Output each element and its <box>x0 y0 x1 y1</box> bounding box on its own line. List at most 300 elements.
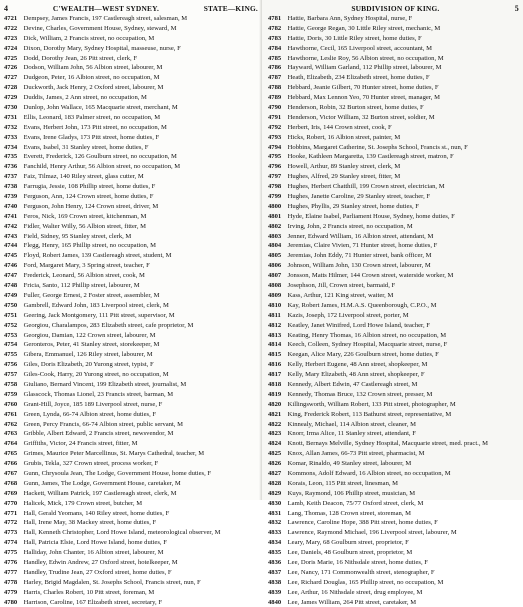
voter-details: Jeremias, John Eddy, 71 Hunter street, bank officer, M <box>287 252 432 260</box>
voter-number: 4754 <box>4 341 18 349</box>
voter-details: Feros, Nick, 169 Crown street, kitchenman, M <box>23 212 147 220</box>
roll-entry <box>4 123 258 133</box>
voter-number: 4733 <box>4 133 18 141</box>
running-head-electorate: C'WEALTH—WEST SYDNEY. <box>52 4 160 13</box>
roll-entry <box>4 222 258 232</box>
voter-number: 4723 <box>4 34 18 42</box>
roll-entry <box>268 54 519 64</box>
voter-number: 4729 <box>4 94 18 102</box>
voter-details: Howell, Arthur, 89 Stanley street, clerk, M <box>287 163 401 171</box>
voter-details: Hackett, William Patrick, 197 Castlereagh street, clerk, M <box>23 489 177 497</box>
roll-entry <box>268 212 519 222</box>
roll-entry <box>268 162 519 172</box>
voter-number: 4820 <box>268 400 282 408</box>
voter-details: Devine, Charles, Government House, Sydney, steward, M <box>23 24 177 32</box>
roll-entry <box>268 489 519 499</box>
voter-details: Dudgeon, Peter, 16 Albion street, no occupation, M <box>23 74 160 82</box>
roll-entry <box>268 390 519 400</box>
voter-details: Hattie, George Regan, 30 Little Riley street, mechanic, M <box>287 24 441 32</box>
roll-entry <box>268 429 519 439</box>
voter-number: 4816 <box>268 361 282 369</box>
voter-number: 4778 <box>4 578 18 586</box>
roll-entry <box>4 449 258 459</box>
voter-number: 4802 <box>268 222 282 230</box>
roll-entry <box>4 410 258 420</box>
roll-entry <box>268 93 519 103</box>
voter-number: 4727 <box>4 74 18 82</box>
roll-entry <box>268 410 519 420</box>
voter-details: Johnson, William John, 130 Crown street, labourer, M <box>287 262 431 270</box>
roll-entry <box>268 311 519 321</box>
voter-number: 4821 <box>268 410 282 418</box>
voter-number: 4745 <box>4 252 18 260</box>
voter-details: Henderson, Robin, 32 Burton street, home duties, F <box>287 104 424 112</box>
voter-number: 4775 <box>4 549 18 557</box>
voter-number: 4790 <box>268 104 282 112</box>
voter-number: 4776 <box>4 558 18 566</box>
voter-number: 4780 <box>4 598 18 606</box>
voter-details: Hicks, Robert, 16 Albion street, painter, M <box>287 133 401 141</box>
voter-details: Grant-Hill, Joyce, 185 189 Liverpool street, nurse, F <box>23 400 163 408</box>
roll-entry <box>4 212 258 222</box>
voter-number: 4833 <box>268 529 282 537</box>
voter-details: Hobbins, Margaret Catherine, St. Josephs School, Francis st., nun, F <box>287 143 468 151</box>
voter-details: Giuliano, Bernard Vincent, 199 Elizabeth street, journalist, M <box>23 380 187 388</box>
running-head-state: STATE—KING. <box>203 4 258 13</box>
roll-entry <box>268 548 519 558</box>
roll-entry <box>268 281 519 291</box>
voter-number: 4807 <box>268 272 282 280</box>
roll-entry <box>268 73 519 83</box>
voter-details: Farrugia, Jessie, 108 Phillip street, home duties, F <box>23 183 156 191</box>
voter-details: Hebbard, Max Lennon Yeo, 70 Hunter street, manager, M <box>287 94 440 102</box>
voter-details: Kelly, Mary Elizabeth, 48 Ann street, shopkeeper, F <box>287 371 425 379</box>
voter-number: 4813 <box>268 331 282 339</box>
roll-entry <box>268 558 519 568</box>
voter-details: Gunn, Chrysoula Jean, The Lodge, Government House, home duties, F <box>23 469 212 477</box>
voter-number: 4801 <box>268 212 282 220</box>
voter-number: 4721 <box>4 15 18 22</box>
voter-number: 4784 <box>268 44 282 52</box>
voter-details: Hattie, Barbara Ann, Sydney Hospital, nurse, F <box>287 15 413 22</box>
voter-details: Gunn, James, The Lodge, Government House, caretaker, M <box>23 479 181 487</box>
roll-entry <box>4 232 258 242</box>
roll-entry <box>4 420 258 430</box>
voter-details: Lee, Arthur, 16 Nithsdale street, drug employee, M <box>287 588 423 596</box>
voter-details: Hawthorne, Cecil, 165 Liverpool street, accountant, M <box>287 44 432 52</box>
roll-entry <box>268 479 519 489</box>
voter-number: 4827 <box>268 469 282 477</box>
voter-details: Ford, Margaret Mary, 3 Spring street, teacher, F <box>23 262 150 270</box>
voter-details: Fidler, Walter Willy, 56 Albion street, fitter, M <box>23 222 147 230</box>
roll-entry <box>4 251 258 261</box>
voter-details: Kuys, Raymond, 106 Phillip street, musician, M <box>287 489 416 497</box>
voter-number: 4805 <box>268 252 282 260</box>
voter-number: 4753 <box>4 331 18 339</box>
voter-details: Gribble, Albert Edward, 2 Francis street, newsvendor, M <box>23 430 174 438</box>
voter-number: 4766 <box>4 460 18 468</box>
roll-entry <box>4 370 258 380</box>
voter-number: 4739 <box>4 193 18 201</box>
voter-details: Harris, Charles Robert, 10 Pitt street, foreman, M <box>23 588 155 596</box>
voter-number: 4724 <box>4 44 18 52</box>
voter-details: Korais, Leon, 115 Pitt street, linesman, M <box>287 479 399 487</box>
voter-number: 4749 <box>4 291 18 299</box>
voter-details: Ellis, Leonard, 183 Palmer street, no occupation, M <box>23 113 161 121</box>
roll-entry <box>4 113 258 123</box>
voter-details: Hooke, Kathleen Margaretta, 139 Castlereagh street, matron, F <box>287 153 454 161</box>
voter-details: Giles-Cook, Harry, 20 Yurong street, no occupation, M <box>23 371 169 379</box>
voter-details: Kennedy, Albert Edwin, 47 Castlereagh street, M <box>287 380 418 388</box>
voter-details: Hawthorne, Leslie Roy, 56 Albion street, no occupation, M <box>287 54 444 62</box>
roll-entry <box>4 202 258 212</box>
voter-details: Hughes, Herbert Chatthill, 199 Crown street, electrician, M <box>287 183 445 191</box>
voter-details: Kazis, Joseph, 172 Liverpool street, porter, M <box>287 311 409 319</box>
roll-entry <box>268 24 519 34</box>
voter-number: 4769 <box>4 489 18 497</box>
voter-number: 4740 <box>4 202 18 210</box>
roll-entry <box>4 103 258 113</box>
roll-entry <box>4 301 258 311</box>
roll-entry <box>268 182 519 192</box>
voter-details: King, Frederick Robert, 113 Bathurst street, representative, M <box>287 410 452 418</box>
voter-details: Henderson, Victor William, 32 Burton street, soldier, M <box>287 113 435 121</box>
roll-entry <box>268 83 519 93</box>
roll-entry <box>4 261 258 271</box>
voter-details: Green, Percy Francis, 66-74 Albion street, public servant, M <box>23 420 183 428</box>
voter-number: 4782 <box>268 24 282 32</box>
roll-entry <box>4 518 258 528</box>
voter-details: Keech, Colleen, Sydney Hospital, Macquarie street, nurse, F <box>287 341 448 349</box>
voter-number: 4829 <box>268 489 282 497</box>
voter-number: 4752 <box>4 321 18 329</box>
voter-details: Glasscock, Thomas Lionel, 23 Francis street, barman, M <box>23 390 174 398</box>
roll-entry <box>4 311 258 321</box>
voter-details: Lawrence, Raymond Michael, 196 Liverpool street, labourer, M <box>287 529 457 537</box>
voter-details: Hughes, Phyllis, 29 Stanley street, home duties, F <box>287 202 419 210</box>
roll-entry <box>4 63 258 73</box>
roll-entry <box>4 509 258 519</box>
roll-entry <box>4 133 258 143</box>
voter-details: Leary, Mary, 68 Goulburn street, proprietor, F <box>287 539 409 547</box>
voter-details: Geronteros, Peter, 41 Stanley street, storekeeper, M <box>23 341 160 349</box>
roll-entry <box>4 429 258 439</box>
roll-entry <box>268 202 519 212</box>
roll-entry <box>268 518 519 528</box>
voter-number: 4839 <box>268 588 282 596</box>
voter-number: 4738 <box>4 183 18 191</box>
roll-entry <box>268 133 519 143</box>
voter-number: 4761 <box>4 410 18 418</box>
roll-entry <box>4 291 258 301</box>
roll-entry <box>268 350 519 360</box>
voter-details: Kay, Robert James, H.M.A.S. Queenborough, C.P.O., M <box>287 301 437 309</box>
roll-entry <box>4 281 258 291</box>
roll-entry <box>268 598 519 607</box>
voter-number: 4837 <box>268 568 282 576</box>
roll-entry <box>268 103 519 113</box>
voter-number: 4755 <box>4 351 18 359</box>
roll-entry <box>268 528 519 538</box>
voter-number: 4787 <box>268 74 282 82</box>
voter-number: 4750 <box>4 301 18 309</box>
voter-number: 4734 <box>4 143 18 151</box>
voter-details: Duckworth, Jack Henry, 2 Oxford street, labourer, M <box>23 84 164 92</box>
voter-number: 4773 <box>4 529 18 537</box>
voter-details: Dixon, Dorothy Mary, Sydney Hospital, masseuse, nurse, F <box>23 44 181 52</box>
roll-entry <box>4 241 258 251</box>
voter-number: 4731 <box>4 113 18 121</box>
electoral-roll-list <box>4 14 258 607</box>
voter-number: 4748 <box>4 282 18 290</box>
voter-details: Hattie, Doris, 30 Little Riley street, home duties, F <box>287 34 422 42</box>
voter-details: Frederick, Leonard, 56 Albion street, cook, M <box>23 272 145 280</box>
voter-number: 4770 <box>4 499 18 507</box>
voter-details: Ferguson, John Henry, 124 Crown street, driver, M <box>23 202 159 210</box>
roll-entry <box>268 459 519 469</box>
voter-number: 4803 <box>268 232 282 240</box>
voter-number: 4810 <box>268 301 282 309</box>
voter-details: Hebbard, Jeanie Gilbert, 70 Hunter street, home duties, F <box>287 84 439 92</box>
voter-details: Hayward, William Garland, 112 Phillip street, labourer, M <box>287 64 442 72</box>
roll-entry <box>268 321 519 331</box>
voter-number: 4779 <box>4 588 18 596</box>
roll-entry <box>268 568 519 578</box>
voter-number: 4767 <box>4 469 18 477</box>
roll-entry <box>268 143 519 153</box>
voter-number: 4832 <box>268 519 282 527</box>
roll-entry <box>268 271 519 281</box>
voter-number: 4786 <box>268 64 282 72</box>
voter-number: 4737 <box>4 173 18 181</box>
voter-details: Jenner, Edward William, 16 Albion street, attendant, M <box>287 232 434 240</box>
voter-number: 4818 <box>268 380 282 388</box>
voter-number: 4726 <box>4 64 18 72</box>
voter-number: 4809 <box>268 291 282 299</box>
voter-number: 4741 <box>4 212 18 220</box>
voter-details: Gambrell, Edward John, 183 Liverpool street, clerk, M <box>23 301 169 309</box>
page-number: 4 <box>4 4 9 13</box>
voter-details: Keating, Henry Thomas, 16 Albion street, no occupation, M <box>287 331 447 339</box>
roll-entry <box>4 568 258 578</box>
roll-entry <box>268 301 519 311</box>
roll-entry <box>4 182 258 192</box>
voter-number: 4792 <box>268 123 282 131</box>
voter-details: Komar, Rinaldo, 49 Stanley street, labourer, M <box>287 460 412 468</box>
roll-entry <box>268 192 519 202</box>
roll-entry <box>268 232 519 242</box>
roll-entry <box>268 509 519 519</box>
roll-entry <box>4 152 258 162</box>
left-page-header <box>4 3 258 14</box>
roll-entry <box>4 588 258 598</box>
voter-details: Evans, Isabel, 31 Stanley street, home duties, F <box>23 143 149 151</box>
voter-number: 4812 <box>268 321 282 329</box>
voter-details: Heath, Elizabeth, 234 Elizabeth street, home duties, F <box>287 74 430 82</box>
voter-details: Kass, Arthur, 121 King street, waiter, M <box>287 291 394 299</box>
voter-details: Halliday, John Chanter, 16 Albion street, labourer, M <box>23 549 164 557</box>
voter-details: Hall, Irene May, 38 Mackey street, home duties, F <box>23 519 157 527</box>
voter-number: 4815 <box>268 351 282 359</box>
voter-number: 4800 <box>268 202 282 210</box>
voter-number: 4757 <box>4 371 18 379</box>
roll-entry <box>4 558 258 568</box>
roll-entry <box>268 222 519 232</box>
voter-number: 4722 <box>4 24 18 32</box>
roll-entry <box>4 73 258 83</box>
voter-number: 4819 <box>268 390 282 398</box>
roll-entry <box>268 578 519 588</box>
voter-number: 4768 <box>4 479 18 487</box>
voter-details: Hughes, Alfred, 29 Stanley street, fitter, M <box>287 173 401 181</box>
voter-details: Harrison, Caroline, 167 Elizabeth street, secretary, F <box>23 598 163 606</box>
roll-entry <box>4 439 258 449</box>
voter-details: Fuller, George Ernest, 2 Foster street, assembler, M <box>23 291 160 299</box>
voter-details: Hall, Gerald Yeomans, 140 Riley street, home duties, F <box>23 509 170 517</box>
voter-details: Jonsson, Matts Hilmer, 144 Crown street, waterside worker, M <box>287 272 454 280</box>
voter-number: 4777 <box>4 568 18 576</box>
roll-entry <box>4 83 258 93</box>
voter-details: Lamb, Keith Deacon, 75/77 Oxford street, clerk, M <box>287 499 424 507</box>
roll-entry <box>4 331 258 341</box>
voter-details: Handley, Trudine Jean, 27 Oxford street, home duties, F <box>23 568 172 576</box>
voter-number: 4759 <box>4 390 18 398</box>
voter-details: Georgiou, Damian, 122 Crown street, labourer, M <box>23 331 156 339</box>
voter-number: 4736 <box>4 163 18 171</box>
roll-entry <box>4 390 258 400</box>
voter-number: 4831 <box>268 509 282 517</box>
voter-details: Everett, Frederick, 126 Goulburn street, no occupation, M <box>23 153 177 161</box>
voter-details: Keegan, Alice Mary, 226 Goulburn street, home duties, F <box>287 351 439 359</box>
roll-entry <box>268 44 519 54</box>
roll-entry <box>4 143 258 153</box>
roll-entry <box>268 34 519 44</box>
voter-number: 4822 <box>268 420 282 428</box>
roll-entry <box>4 479 258 489</box>
voter-number: 4756 <box>4 361 18 369</box>
running-head-subdivision: SUBDIVISION OF KING. <box>351 4 440 13</box>
voter-number: 4834 <box>268 539 282 547</box>
voter-details: Knorr, Irma Alice, 11 Stanley street, attendant, F <box>287 430 416 438</box>
voter-number: 4825 <box>268 450 282 458</box>
voter-details: Fanchild, Henry Arthur, 56 Albion street, no occupation, M <box>23 163 181 171</box>
voter-details: Floyd, Robert James, 139 Castlereagh street, student, M <box>23 252 172 260</box>
voter-details: Killingsworth, William Robert, 133 Pitt street, photographer, M <box>287 400 456 408</box>
roll-entry <box>4 93 258 103</box>
roll-entry <box>4 538 258 548</box>
voter-details: Fricia, Santo, 112 Phillip street, labourer, M <box>23 282 140 290</box>
voter-details: Geering, Jack Montgomery, 111 Pitt street, supervisor, M <box>23 311 175 319</box>
voter-number: 4814 <box>268 341 282 349</box>
roll-entry <box>268 113 519 123</box>
voter-number: 4744 <box>4 242 18 250</box>
electoral-roll-list <box>268 14 519 607</box>
voter-details: Lee, James William, 264 Pitt street, caretaker, M <box>287 598 417 606</box>
voter-number: 4732 <box>4 123 18 131</box>
voter-details: Griffiths, Victor, 24 Francis street, fitter, M <box>23 440 138 448</box>
voter-details: Kinnealy, Michael, 114 Albion street, cleaner, M <box>287 420 416 428</box>
voter-details: Grubis, Tekla, 327 Crown street, process worker, F <box>23 460 159 468</box>
roll-entry <box>268 469 519 479</box>
voter-number: 4758 <box>4 380 18 388</box>
roll-entry <box>4 459 258 469</box>
voter-number: 4791 <box>268 113 282 121</box>
roll-entry <box>268 340 519 350</box>
voter-number: 4830 <box>268 499 282 507</box>
voter-number: 4811 <box>268 311 281 319</box>
roll-entry <box>268 123 519 133</box>
voter-number: 4823 <box>268 430 282 438</box>
roll-entry <box>4 44 258 54</box>
voter-details: Knox, Allan James, 66-73 Pitt street, pharmacist, M <box>287 450 425 458</box>
voter-details: Handley, Edwin Andrew, 27 Oxford street, hotelkeeper, M <box>23 558 178 566</box>
voter-number: 4774 <box>4 539 18 547</box>
voter-details: Dick, William, 2 Francis street, no occupation, M <box>23 34 155 42</box>
voter-number: 4735 <box>4 153 18 161</box>
roll-entry <box>4 598 258 607</box>
voter-number: 4751 <box>4 311 18 319</box>
roll-entry <box>268 331 519 341</box>
voter-number: 4808 <box>268 282 282 290</box>
voter-number: 4771 <box>4 509 18 517</box>
voter-number: 4781 <box>268 15 282 22</box>
roll-entry <box>268 588 519 598</box>
voter-number: 4794 <box>268 143 282 151</box>
voter-number: 4730 <box>4 104 18 112</box>
voter-number: 4725 <box>4 54 18 62</box>
roll-entry <box>268 261 519 271</box>
roll-entry <box>268 449 519 459</box>
voter-number: 4793 <box>268 133 282 141</box>
voter-details: Gibera, Emmanuel, 126 Riley street, labourer, M <box>23 351 153 359</box>
voter-details: Keatley, Janet Winifred, Lord Howe Island, teacher, F <box>287 321 430 329</box>
voter-details: Knott, Bernays Melville, Sydney Hospital, Macquarie street, med. pract., M <box>287 440 488 448</box>
voter-details: Faiz, Tilmaz, 140 Riley street, glass cutter, M <box>23 173 144 181</box>
voter-details: Evans, Irene Gladys, 173 Pitt street, home duties, F <box>23 133 160 141</box>
roll-entry <box>268 400 519 410</box>
voter-details: Kennedy, Thomas Bruce, 132 Crown street, presser, M <box>287 390 433 398</box>
voter-details: Field, Sidney, 95 Stanley street, clerk, M <box>23 232 132 240</box>
voter-details: Hall, Kenneth Christopher, Lord Howe Island, meteorological observer, M <box>23 529 221 537</box>
roll-entry <box>4 548 258 558</box>
voter-number: 4788 <box>268 84 282 92</box>
roll-entry <box>4 400 258 410</box>
voter-details: Kommons, Adolf Edward, 16 Albion street, no occupation, M <box>287 469 451 477</box>
voter-number: 4836 <box>268 558 282 566</box>
voter-details: Grimes, Maurice Peter Marcellinus, St. Marys Cathedral, teacher, M <box>23 450 205 458</box>
voter-number: 4797 <box>268 173 282 181</box>
voter-number: 4742 <box>4 222 18 230</box>
roll-entry <box>268 63 519 73</box>
roll-entry <box>4 469 258 479</box>
voter-details: Herbert, Iris, 144 Crown street, cook, F <box>287 123 392 131</box>
voter-number: 4747 <box>4 272 18 280</box>
voter-number: 4728 <box>4 84 18 92</box>
voter-details: Lang, Thomas, 128 Crown street, storeman, M <box>287 509 411 517</box>
roll-entry <box>268 152 519 162</box>
roll-entry <box>268 360 519 370</box>
voter-number: 4783 <box>268 34 282 42</box>
roll-entry <box>4 578 258 588</box>
roll-entry <box>268 291 519 301</box>
voter-number: 4806 <box>268 262 282 270</box>
roll-entry <box>4 54 258 64</box>
voter-details: Lee, Doris Marie, 16 Nithsdale street, home duties, F <box>287 558 428 566</box>
roll-entry <box>268 420 519 430</box>
voter-details: Dunlop, John Wallace, 165 Macquarie street, merchant, M <box>23 104 178 112</box>
voter-details: Lee, Nancy, 171 Commonwealth street, stenographer, F <box>287 568 435 576</box>
roll-entry <box>4 489 258 499</box>
